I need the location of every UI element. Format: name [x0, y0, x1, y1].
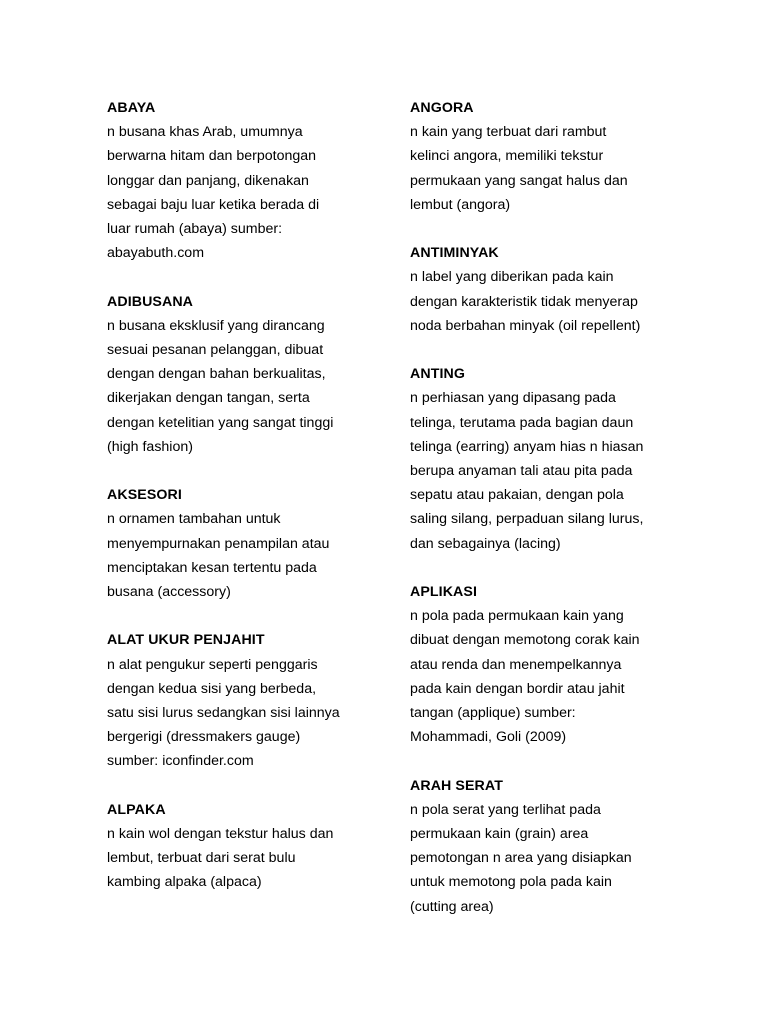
entry-term: ABAYA [107, 100, 156, 116]
definition-line: satu sisi lurus sedangkan sisi lainnya [107, 705, 340, 722]
definition-line: luar rumah (abaya) sumber: [107, 221, 283, 238]
definition-line: untuk memotong pola pada kain [410, 874, 612, 891]
definition-line: dengan ketelitian yang sangat tinggi [107, 414, 334, 431]
definition-line: pada kain dengan bordir atau jahit [410, 680, 625, 697]
glossary-entry-aplikasi [410, 580, 672, 749]
entry-term: ANTIMINYAK [410, 245, 499, 262]
definition-line: atau renda dan menempelkannya [410, 656, 622, 673]
glossary-entry-angora [410, 96, 672, 217]
glossary-entry-alat-ukur-penjahit [107, 628, 369, 773]
definition-line: n ornamen tambahan untuk [107, 511, 281, 528]
definition-line: lembut (angora) [410, 196, 511, 213]
definition-line: permukaan kain (grain) area [410, 826, 589, 843]
definition-line: sumber: iconfinder.com [107, 753, 254, 770]
entry-term: ARAH SERAT [410, 777, 503, 794]
definition-line: dikerjakan dengan tangan, serta [107, 390, 310, 407]
definition-line: n busana khas Arab, umumnya [107, 124, 303, 141]
definition-line: menyempurnakan penampilan atau [107, 535, 330, 552]
glossary-entry-alpaka [107, 798, 369, 895]
definition-line: dengan kedua sisi yang berbeda, [107, 680, 317, 697]
entry-term: ALPAKA [107, 801, 166, 818]
definition-line: dengan dengan bahan berkualitas, [107, 366, 326, 383]
definition-line: pemotongan n area yang disiapkan [410, 850, 632, 867]
definition-line: dan sebagainya (lacing) [410, 535, 561, 552]
entry-term: ANTING [410, 366, 465, 383]
definition-line: longgar dan panjang, dikenakan [107, 172, 309, 189]
glossary-entry-anting [410, 362, 672, 556]
glossary-entry-arah-serat [410, 774, 672, 919]
entry-term: ADIBUSANA [107, 293, 194, 310]
definition-line: bergerigi (dressmakers gauge) [107, 729, 301, 746]
definition-line: n alat pengukur seperti penggaris [107, 656, 318, 673]
definition-line: sebagai baju luar ketika berada di [107, 196, 320, 213]
glossary-entry-antiminyak [410, 241, 672, 338]
definition-line: n busana eksklusif yang dirancang [107, 317, 325, 334]
definition-line: (high fashion) [107, 438, 193, 455]
definition-line: noda berbahan minyak (oil repellent) [410, 317, 641, 334]
definition-line: dengan karakteristik tidak menyerap [410, 293, 638, 310]
definition-line: lembut, terbuat dari serat bulu [107, 850, 296, 867]
right-column [410, 96, 672, 943]
definition-line: n pola serat yang terlihat pada [410, 801, 601, 818]
definition-line: berupa anyaman tali atau pita pada [410, 463, 633, 480]
left-column [107, 96, 369, 919]
definition-line: menciptakan kesan tertentu pada [107, 559, 317, 576]
definition-line: dibuat dengan memotong corak kain [410, 632, 640, 649]
definition-line: n kain yang terbuat dari rambut [410, 124, 607, 141]
definition-line: kambing alpaka (alpaca) [107, 874, 262, 891]
definition-line: berwarna hitam dan berpotongan [107, 148, 317, 165]
definition-line: sesuai pesanan pelanggan, dibuat [107, 342, 324, 359]
entry-term: ALAT UKUR PENJAHIT [107, 632, 265, 649]
definition-line: telinga (earring) anyam hias n hiasan [410, 438, 644, 455]
definition-line: busana (accessory) [107, 584, 231, 601]
glossary-entry-adibusana [107, 290, 369, 459]
definition-line: sepatu atau pakaian, dengan pola [410, 487, 624, 504]
definition-line: (cutting area) [410, 898, 494, 915]
definition-line: saling silang, perpaduan silang lurus, [410, 511, 644, 528]
glossary-entry-abaya [107, 96, 369, 265]
definition-line: tangan (applique) sumber: [410, 705, 576, 722]
definition-line: n label yang diberikan pada kain [410, 269, 614, 286]
definition-line: telinga, terutama pada bagian daun [410, 414, 634, 431]
definition-line: n perhiasan yang dipasang pada [410, 390, 616, 407]
definition-line: kelinci angora, memiliki tekstur [410, 148, 604, 165]
definition-line: abayabuth.com [107, 245, 205, 262]
entry-term: APLIKASI [410, 584, 478, 601]
glossary-entry-aksesori [107, 483, 369, 604]
definition-line: n kain wol dengan tekstur halus dan [107, 826, 334, 843]
definition-line: Mohammadi, Goli (2009) [410, 729, 567, 746]
entry-term: ANGORA [410, 100, 474, 116]
entry-term: AKSESORI [107, 487, 182, 504]
definition-line: permukaan yang sangat halus dan [410, 172, 628, 189]
definition-line: n pola pada permukaan kain yang [410, 608, 624, 625]
